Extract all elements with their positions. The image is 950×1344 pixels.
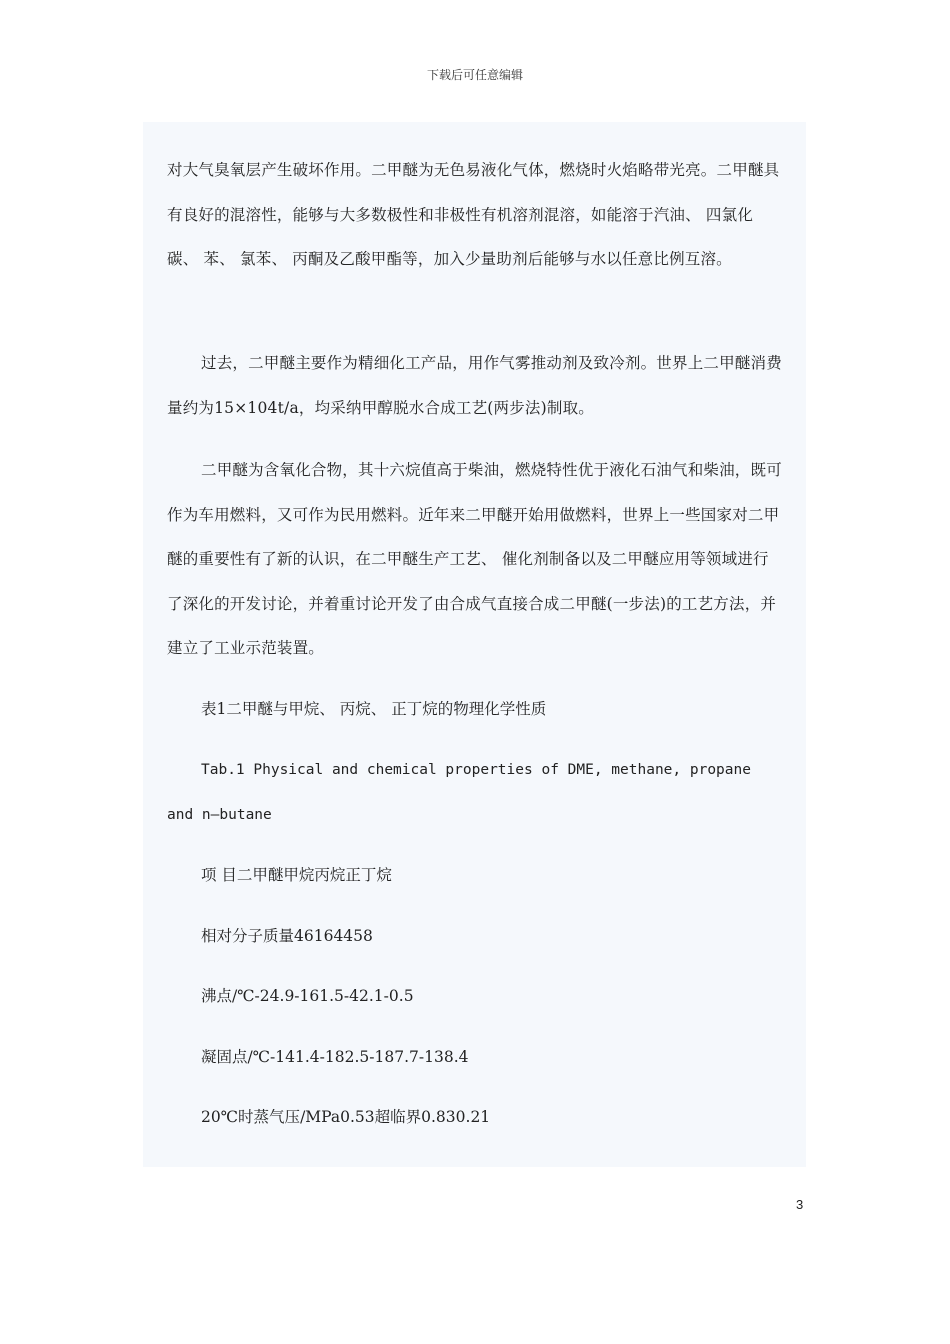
page-header: 下载后可任意编辑 <box>426 68 523 82</box>
paragraph-ozone-miscibility: 对大气臭氧层产生破坏作用。二甲醚为无色易液化气体，燃烧时火焰略带光亮。二甲醚具有良好的混溶性，能够与大多数极性和非极性有机溶剂混溶，如能溶于汽油、 四氯化碳、 苯、 氯苯、 丙酮及乙酸甲酯等，加入少量助剂后能够与水以任意比例互溶。 <box>167 161 780 268</box>
table-row-boiling-point: 沸点/℃-24.9-161.5-42.1-0.5 <box>201 987 414 1005</box>
table-row-freezing-point: 凝固点/℃-141.4-182.5-187.7-138.4 <box>201 1048 469 1066</box>
page-number: 3 <box>796 1197 804 1212</box>
table-caption-english: Tab.1 Physical and chemical properties of DME, methane, propane and n—butane <box>167 762 751 823</box>
table-row-vapor-pressure: 20℃时蒸气压/MPa0.53超临界0.830.21 <box>201 1108 491 1126</box>
paragraph-fuel-use: 二甲醚为含氧化合物，其十六烷值高于柴油，燃烧特性优于液化石油气和柴油，既可作为车用燃料，又可作为民用燃料。近年来二甲醚开始用做燃料，世界上一些国家对二甲醚的重要性有了新的认识，在二甲醚生产工艺、 催化剂制备以及二甲醚应用等领域进行了深化的开发讨论，并着重讨论开发了由合成气直接合成二甲醚(一步法)的工艺方法，并建立了工业示范装置。 <box>167 461 782 657</box>
table-caption-chinese: 表1二甲醚与甲烷、 丙烷、 正丁烷的物理化学性质 <box>201 700 547 718</box>
paragraph-history: 过去，二甲醚主要作为精细化工产品，用作气雾推动剂及致冷剂。世界上二甲醚消费量约为15×104t/a，均采纳甲醇脱水合成工艺(两步法)制取。 <box>167 354 782 417</box>
table-row-header: 项 目二甲醚甲烷丙烷正丁烷 <box>201 866 392 884</box>
table-row-molar-mass: 相对分子质量46164458 <box>201 927 373 945</box>
